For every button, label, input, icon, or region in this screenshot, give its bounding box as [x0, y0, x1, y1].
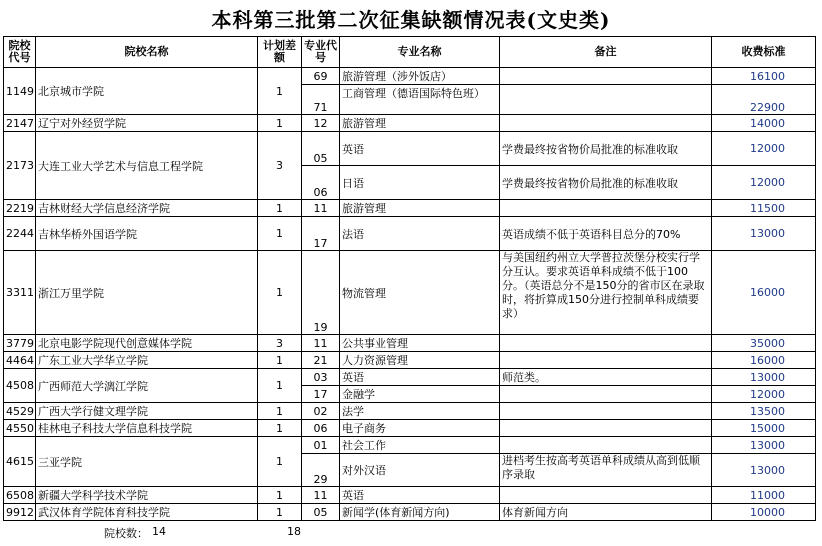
remark: [500, 487, 712, 504]
remark: 英语成绩不低于英语科目总分的70%: [500, 217, 712, 251]
fee: 16100: [712, 68, 816, 85]
school-name: 吉林华桥外国语学院: [36, 217, 258, 251]
header-plan: 计划差额: [258, 37, 302, 68]
school-name: 广东工业大学华立学院: [36, 352, 258, 369]
school-code: 4615: [4, 437, 36, 487]
plan-diff: 1: [258, 403, 302, 420]
table-row: [4, 217, 816, 251]
school-code: 4550: [4, 420, 36, 437]
plan-diff: 1: [258, 251, 302, 335]
major-name: 工商管理（德语国际特色班）: [340, 85, 500, 115]
major-code: 17: [302, 217, 340, 251]
fee: 13000: [712, 217, 816, 251]
table-row: [4, 369, 816, 386]
major-name: 英语: [340, 132, 500, 166]
school-code: 2219: [4, 200, 36, 217]
plan-diff: 1: [258, 437, 302, 487]
fee: 16000: [712, 352, 816, 369]
table-row: [4, 335, 816, 352]
major-name: 旅游管理（涉外饭店）: [340, 68, 500, 85]
table-row: [4, 420, 816, 437]
major-name: 新闻学(体育新闻方向): [340, 504, 500, 521]
remark: [500, 437, 712, 454]
major-code: 05: [302, 132, 340, 166]
remark: [500, 352, 712, 369]
major-code: 03: [302, 369, 340, 386]
plan-diff: 3: [258, 132, 302, 200]
table-row: [4, 437, 816, 454]
school-name: 桂林电子科技大学信息科技学院: [36, 420, 258, 437]
school-code: 9912: [4, 504, 36, 521]
table-row: [4, 68, 816, 85]
plan-diff: 1: [258, 200, 302, 217]
header-major-name: 专业名称: [340, 37, 500, 68]
fee: 22900: [712, 85, 816, 115]
plan-diff: 1: [258, 68, 302, 115]
remark: [500, 420, 712, 437]
major-code: 02: [302, 403, 340, 420]
plan-diff: 1: [258, 352, 302, 369]
remark: [500, 85, 712, 115]
major-code: 11: [302, 200, 340, 217]
table-footer: [0, 525, 822, 541]
table-row: [4, 504, 816, 521]
school-name: 武汉体育学院体育科技学院: [36, 504, 258, 521]
major-code: 11: [302, 487, 340, 504]
remark: [500, 115, 712, 132]
header-code: 院校代号: [4, 37, 36, 68]
major-code: 11: [302, 335, 340, 352]
fee: 12000: [712, 132, 816, 166]
major-code: 17: [302, 386, 340, 403]
fee: 35000: [712, 335, 816, 352]
fee: 13000: [712, 369, 816, 386]
school-name: 浙江万里学院: [36, 251, 258, 335]
school-name: 北京城市学院: [36, 68, 258, 115]
major-code: 69: [302, 68, 340, 85]
remark: [500, 335, 712, 352]
major-name: 物流管理: [340, 251, 500, 335]
major-name: 旅游管理: [340, 200, 500, 217]
fee: 15000: [712, 420, 816, 437]
school-code: 3779: [4, 335, 36, 352]
fee: 11000: [712, 487, 816, 504]
table-row: [4, 403, 816, 420]
major-name: 英语: [340, 487, 500, 504]
major-name: 电子商务: [340, 420, 500, 437]
footer-label: 院校数：: [104, 527, 148, 540]
school-name: 大连工业大学艺术与信息工程学院: [36, 132, 258, 200]
fee: 16000: [712, 251, 816, 335]
plan-diff: 1: [258, 487, 302, 504]
fee: 11500: [712, 200, 816, 217]
major-code: 05: [302, 504, 340, 521]
major-name: 社会工作: [340, 437, 500, 454]
school-code: 6508: [4, 487, 36, 504]
fee: 12000: [712, 166, 816, 200]
major-code: 06: [302, 166, 340, 200]
remark: [500, 68, 712, 85]
school-name: 三亚学院: [36, 437, 258, 487]
school-code: 4529: [4, 403, 36, 420]
school-name: 广西师范大学漓江学院: [36, 369, 258, 403]
major-name: 公共事业管理: [340, 335, 500, 352]
header-major-code: 专业代号: [302, 37, 340, 68]
school-name: 辽宁对外经贸学院: [36, 115, 258, 132]
fee: 10000: [712, 504, 816, 521]
major-code: 21: [302, 352, 340, 369]
major-code: 71: [302, 85, 340, 115]
school-code: 3311: [4, 251, 36, 335]
major-code: 12: [302, 115, 340, 132]
school-code: 4464: [4, 352, 36, 369]
plan-diff: 1: [258, 369, 302, 403]
school-code: 2147: [4, 115, 36, 132]
school-name: 新疆大学科学技术学院: [36, 487, 258, 504]
school-code: 2173: [4, 132, 36, 200]
remark: 学费最终按省物价局批准的标准收取: [500, 166, 712, 200]
remark: 师范类。: [500, 369, 712, 386]
page-title: 本科第三批第二次征集缺额情况表(文史类): [211, 8, 611, 32]
remark: [500, 386, 712, 403]
remark: 与美国纽约州立大学普拉茨堡分校实行学分互认。要求英语单科成绩不低于100分。（英语总分不是150分的省市区在录取时，将折算成150分进行控制单科成绩要求）: [500, 251, 712, 335]
school-code: 2244: [4, 217, 36, 251]
table-row: [4, 115, 816, 132]
remark: [500, 200, 712, 217]
header-remark: 备注: [500, 37, 712, 68]
header-row: [4, 37, 816, 68]
school-code: 1149: [4, 68, 36, 115]
quota-table: [3, 36, 816, 521]
major-code: 19: [302, 251, 340, 335]
school-code: 4508: [4, 369, 36, 403]
fee: 13000: [712, 437, 816, 454]
major-code: 29: [302, 454, 340, 487]
major-name: 对外汉语: [340, 454, 500, 487]
fee: 12000: [712, 386, 816, 403]
plan-diff: 1: [258, 504, 302, 521]
fee: 13000: [712, 454, 816, 487]
table-row: [4, 251, 816, 335]
fee: 13500: [712, 403, 816, 420]
major-name: 法语: [340, 217, 500, 251]
major-name: 日语: [340, 166, 500, 200]
school-name: 北京电影学院现代创意媒体学院: [36, 335, 258, 352]
table-row: [4, 352, 816, 369]
plan-total: 18: [287, 525, 301, 538]
school-name: 广西大学行健文理学院: [36, 403, 258, 420]
header-fee: 收费标准: [712, 37, 816, 68]
major-name: 英语: [340, 369, 500, 386]
major-name: 人力资源管理: [340, 352, 500, 369]
table-row: [4, 487, 816, 504]
table-row: [4, 132, 816, 166]
plan-diff: 1: [258, 115, 302, 132]
major-code: 06: [302, 420, 340, 437]
school-name: 吉林财经大学信息经济学院: [36, 200, 258, 217]
plan-diff: 1: [258, 217, 302, 251]
plan-diff: 1: [258, 420, 302, 437]
remark: [500, 403, 712, 420]
table-row: [4, 200, 816, 217]
major-code: 01: [302, 437, 340, 454]
major-name: 旅游管理: [340, 115, 500, 132]
major-name: 法学: [340, 403, 500, 420]
remark: 学费最终按省物价局批准的标准收取: [500, 132, 712, 166]
plan-diff: 3: [258, 335, 302, 352]
major-name: 金融学: [340, 386, 500, 403]
remark: 进档考生按高考英语单科成绩从高到低顺序录取: [500, 454, 712, 487]
fee: 14000: [712, 115, 816, 132]
remark: 体育新闻方向: [500, 504, 712, 521]
school-count: 14: [152, 525, 166, 538]
header-name: 院校名称: [36, 37, 258, 68]
